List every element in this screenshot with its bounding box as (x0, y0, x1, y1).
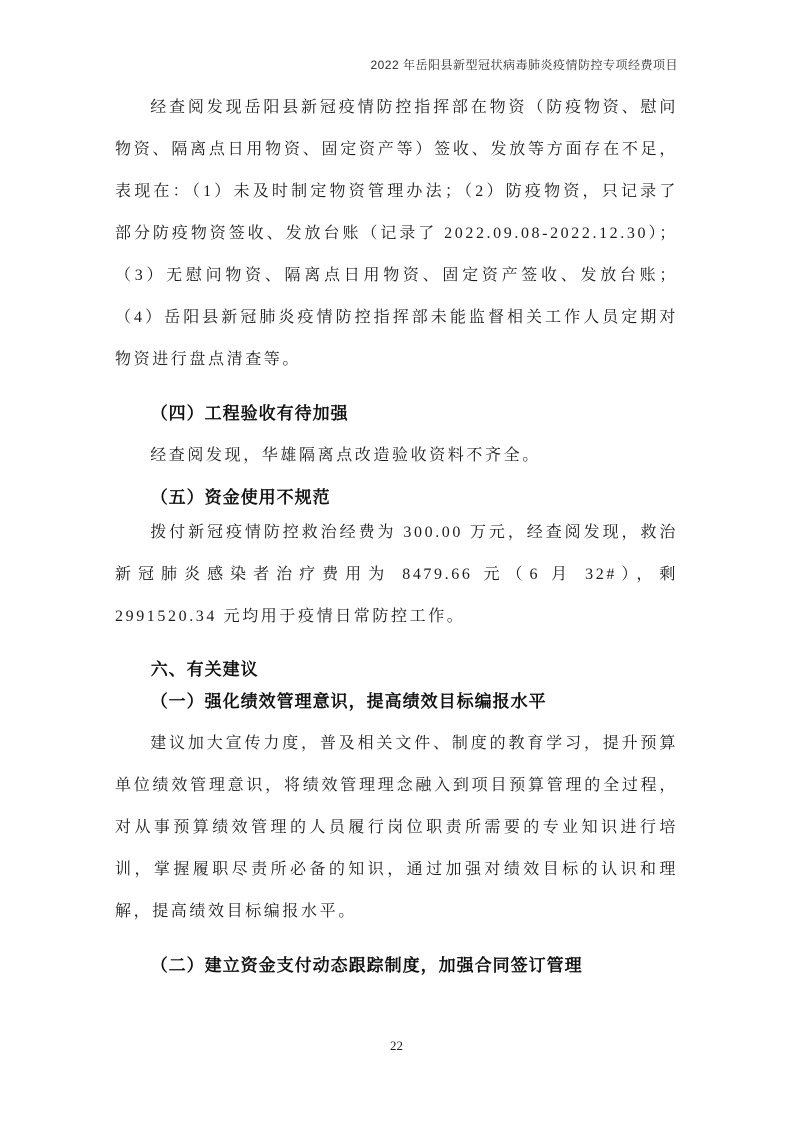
heading-section-6-2: （二）建立资金支付动态跟踪制度，加强合同签订管理 (150, 956, 583, 975)
paragraph-suggestion-1: 建议加大宣传力度，普及相关文件、制度的教育学习，提升预算单位绩效管理意识，将绩效管理理念融入到项目预算管理的全过程，对从事预算绩效管理的人员履行岗位职责所需要的专业知识进行培训，掌握履职尽责所必备的知识，通过加强对绩效目标的认识和理解，提高绩效目标编报水平。 (115, 735, 678, 920)
heading-section-4: （四）工程验收有待加强 (150, 404, 349, 423)
paragraph-materials-findings: 经查阅发现岳阳县新冠疫情防控指挥部在物资（防疫物资、慰问物资、隔离点日用物资、固定资产等）签收、发放等方面存在不足，表现在：（1）未及时制定物资管理办法；（2）防疫物资，只记录了部分防疫物资签收、发放台账（记录了 2022.09.08-2022.12.30）；（3）无慰问物资、隔离点日用物资、固定资产签收、发放台账；（4）岳阳县新冠肺炎疫情防控指挥部未能监督相关工作人员定期对物资进行盘点清查等。 (115, 99, 678, 368)
page-number: 22 (390, 1038, 403, 1053)
heading-section-6: 六、有关建议 (150, 660, 259, 679)
heading-section-5: （五）资金使用不规范 (150, 488, 331, 507)
paragraph-inspection-finding: 经查阅发现，华雄隔离点改造验收资料不齐全。 (150, 447, 541, 464)
running-header: 2022 年岳阳县新型冠状病毒肺炎疫情防控专项经费项目 (370, 58, 678, 72)
heading-section-6-1: （一）强化绩效管理意识，提高绩效目标编报水平 (150, 692, 547, 711)
paragraph-funds-usage: 拨付新冠疫情防控救治经费为 300.00 万元，经查阅发现，救治新冠肺炎感染者治疗费用为 8479.66 元（6 月 32#），剩 2991520.34 元均用于疫情日常防控工作。 (115, 524, 678, 625)
document-body (115, 0, 678, 983)
